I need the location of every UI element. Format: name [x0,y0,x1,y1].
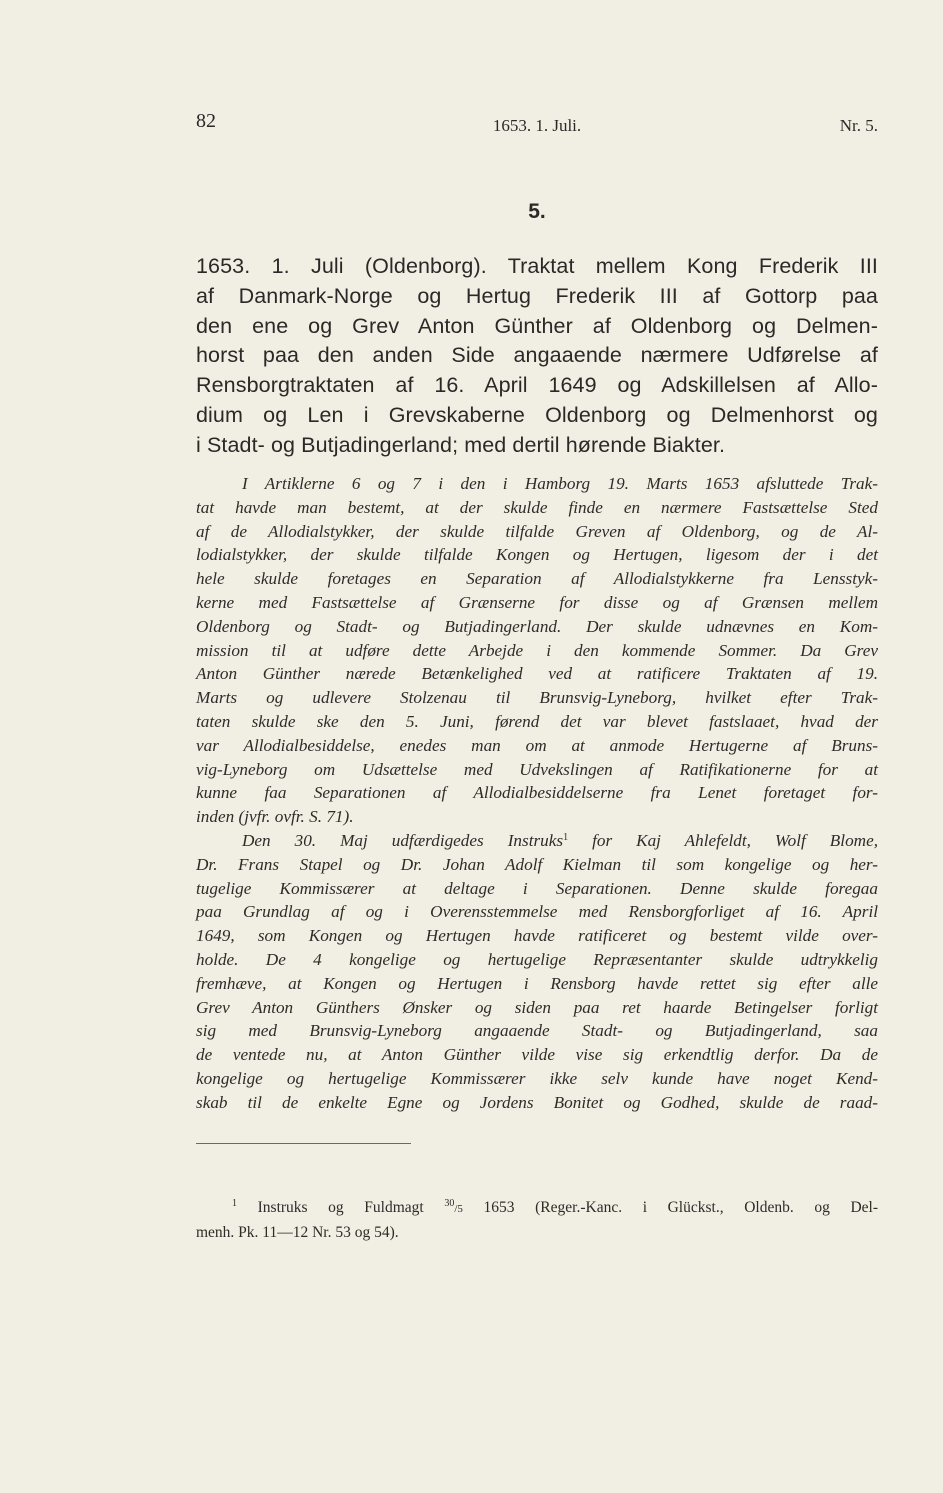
footnote [196,1196,878,1244]
summary-line: skab til de enkelte Egne og Jordens Bonitet og Godhed, skulde de raad- [196,1092,878,1112]
summary-line-part: Den 30. Maj udfærdigedes Instruks [242,830,564,850]
running-head-date: 1653. 1. Juli. [492,116,582,135]
fraction-denominator: /5 [454,1203,463,1215]
heading-line: horst paa den anden Side angaaende nærmere Udførelse af [196,343,878,368]
heading-line: den ene og Grev Anton Günther af Oldenborg og Delmen- [196,313,878,338]
summary-line: 1649, som Kongen og Hertugen havde ratificeret og bestemt vilde over- [196,926,878,946]
document-heading [196,252,878,461]
summary-line: hele skulde foretages en Separation af Allodialstykkerne fra Lensstyk- [196,569,878,589]
summary-line: Oldenborg og Stadt- og Butjadingerland. Der skulde udnævnes en Kom- [196,616,878,636]
summary-line: fremhæve, at Kongen og Hertugen i Rensborg havde rettet sig efter alle [196,973,878,993]
page-number: 82 [196,110,216,132]
heading-line: 1653. 1. Juli (Oldenborg). Traktat mellem Kong Frederik III [196,254,878,278]
summary-line: Dr. Frans Stapel og Dr. Johan Adolf Kielman til som kongelige og her- [196,854,878,874]
summary-line: I Artiklerne 6 og 7 i den i Hamborg 19. Marts 1653 afsluttede Trak- [242,474,878,493]
footnote-marker: 1 [232,1198,237,1209]
summary-line: paa Grundlag af og i Overensstemmelse med Rensborgforliget af 16. April [196,902,878,922]
summary-line: af de Allodialstykker, der skulde tilfalde Greven af Oldenborg, og de Al- [196,521,878,541]
summary-line: sig med Brunsvig-Lyneborg angaaende Stadt- og Butjadingerland, saa [196,1021,878,1041]
document-number: 5. [528,200,546,223]
running-head [196,110,878,140]
fraction-numerator: 30 [444,1198,455,1209]
summary-line: kerne med Fastsættelse af Grænserne for disse og af Grænsen mellem [196,592,878,612]
summary-text [196,472,878,1115]
summary-line: tat havde man bestemt, at der skulde finde en nærmere Fastsættelse Sted [196,497,878,517]
summary-line: de ventede nu, at Anton Günther vilde vise sig erkendtlig derfor. Da de [196,1045,878,1065]
summary-line: lodialstykker, der skulde tilfalde Kongen og Hertugen, ligesom der i det [196,545,878,565]
heading-line: dium og Len i Grevskaberne Oldenborg og Delmenhorst og [196,402,878,427]
summary-line: Marts og udlevere Stolzenau til Brunsvig-Lyneborg, hvilket efter Trak- [196,688,878,708]
summary-line: Anton Günther nærede Betænkelighed ved at ratificere Traktaten af 19. [196,664,878,684]
footnote-reference: 1 [563,831,569,843]
summary-line: mission til at udføre dette Arbejde i den kommende Sommer. Da Grev [196,640,878,660]
footnote-text: Instruks og Fuldmagt [257,1199,445,1216]
summary-line: tugelige Kommissærer at deltage i Separationen. Denne skulde foregaa [196,878,878,898]
summary-line: kongelige og hertugelige Kommissærer ikke selv kunde have noget Kend- [196,1068,878,1088]
summary-line-part: for Kaj Ahlefeldt, Wolf Blome, [568,830,878,850]
heading-line: i Stadt- og Butjadingerland; med dertil hørende Biakter. [196,432,726,457]
summary-line: vig-Lyneborg om Udsættelse med Udvekslingen af Ratifikationerne for at [196,759,878,779]
summary-line: var Allodialbesiddelse, enedes man om at anmode Hertugerne af Bruns- [196,735,878,755]
running-head-number: Nr. 5. [839,116,878,135]
summary-line: kunne faa Separationen af Allodialbesiddelserne fra Lenet foretaget for- [196,783,878,803]
footnote-text: 1653 (Reger.-Kanc. i Glückst., Oldenb. og Del- [462,1199,878,1216]
footnote-divider [196,1143,411,1144]
heading-line: Rensborgtraktaten af 16. April 1649 og Adskillelsen af Allo- [196,373,878,398]
footnote-line: menh. Pk. 11—12 Nr. 53 og 54). [196,1224,399,1241]
summary-line: inden (jvfr. ovfr. S. 71). [196,807,354,827]
summary-line: taten skulde ske den 5. Juni, førend det var blevet fastslaaet, hvad der [196,711,878,731]
footnote-line [196,1196,878,1221]
summary-line: Grev Anton Günthers Ønsker og siden paa ret haarde Betingelser forligt [196,997,878,1017]
summary-line-with-footnote [196,829,878,853]
heading-line: af Danmark-Norge og Hertug Frederik III af Gottorp paa [196,283,878,308]
summary-line: holde. De 4 kongelige og hertugelige Repræsentanter skulde udtrykkelig [196,949,878,969]
